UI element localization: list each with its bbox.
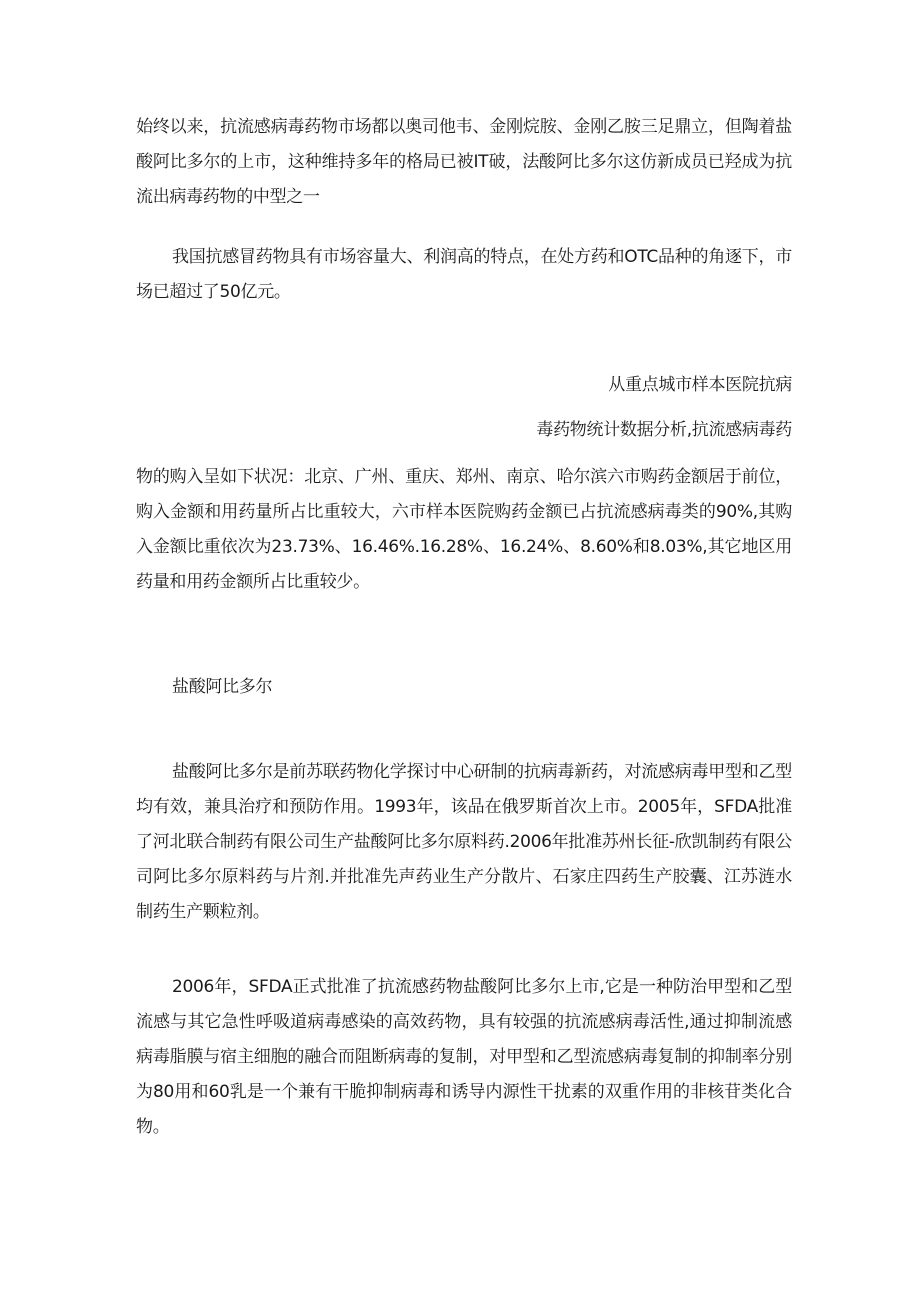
paragraph-domestic-market: 我国抗感冒药物具有市场容量大、利润高的特点，在处方药和OTC品种的角逐下，市场已超过了50亿元。 <box>136 247 792 302</box>
paragraph-city-analysis-line2: 毒药物统计数据分析,抗流感病毒药 <box>536 420 792 440</box>
paragraph-arbidol-intro: 盐酸阿比多尔是前苏联药物化学探讨中心研制的抗病毒新药，对流感病毒甲型和乙型均有效，兼具治疗和预防作用。1993年，该品在俄罗斯首次上市。2005年，SFDA批准了河北联合制药有限公司生产盐酸阿比多尔原料药.2006年批准苏州长征-欣凯制药有限公司阿比多尔原料药与片剂.并批准先声药业生产分散片、石家庄四药生产胶囊、江苏涟水制药生产颗粒剂。 <box>136 762 792 922</box>
section-heading: 盐酸阿比多尔 <box>172 677 273 697</box>
paragraph-city-analysis-line1: 从重点城市样本医院抗病 <box>608 375 792 395</box>
paragraph-arbidol-approval: 2006年，SFDA正式批准了抗流感药物盐酸阿比多尔上市,它是一种防治甲型和乙型流感与其它急性呼吸道病毒感染的高效药物，具有较强的抗流感病毒活性,通过抑制流感病毒脂膜与宿主细胞的融合而阻断病毒的复制，对甲型和乙型流感病毒复制的抑制率分别为80用和60乳是一个兼有干脆抑制病毒和诱导内源性干扰素的双重作用的非核苷类化合物。 <box>136 977 792 1137</box>
paragraph-market-overview: 始终以来，抗流感病毒药物市场都以奥司他韦、金刚烷胺、金刚乙胺三足鼎立，但陶着盐酸阿比多尔的上市，这种维持多年的格局已被IT破，法酸阿比多尔这仿新成员已羟成为抗流出病毒药物的中型之一 <box>136 117 792 207</box>
paragraph-city-analysis-body: 物的购入呈如下状况：北京、广州、重庆、郑州、南京、哈尔滨六市购药金额居于前位，购入金额和用药量所占比重较大，六市样本医院购药金额已占抗流感病毒类的90%,其购入金额比重依次为23.73%、16.46%.16.28%、16.24%、8.60%和8.03%,其它地区用药量和用药金额所占比重较少。 <box>136 467 792 592</box>
